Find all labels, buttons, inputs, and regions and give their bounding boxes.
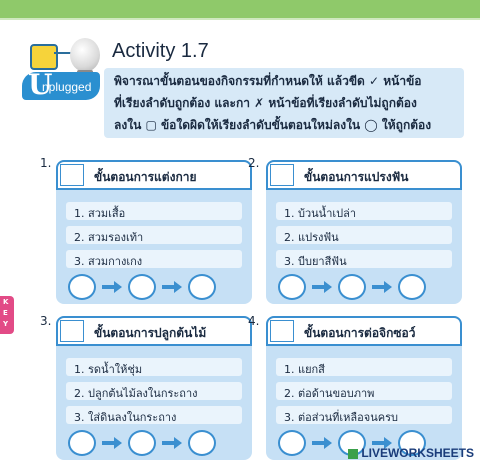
- step-item: [66, 406, 242, 424]
- step-label: 1. บ้วนน้ำเปล่า: [284, 207, 357, 220]
- logo-word: nplugged: [42, 80, 92, 94]
- step-item: [276, 226, 452, 244]
- panel-header: [266, 316, 462, 346]
- panel-title: ขั้นตอนการแปรงฟัน: [304, 170, 409, 184]
- order-circle[interactable]: [188, 274, 216, 300]
- liveworksheets-logo-icon: [348, 449, 358, 459]
- instruction-line: พิจารณาขั้นตอนของกิจกรรมที่กำหนดให้ แล้วขีด ✓ หน้าข้อ: [114, 74, 422, 88]
- right-arrow-icon: [102, 281, 122, 293]
- panel-body: [56, 346, 252, 460]
- panel-header: [56, 160, 252, 190]
- right-arrow-icon: [372, 281, 392, 293]
- top-bar: [0, 0, 480, 18]
- order-circle[interactable]: [398, 274, 426, 300]
- step-item: [276, 358, 452, 376]
- brand-label: LIVEWORKSHEETS: [361, 446, 474, 460]
- key-letter: K: [3, 298, 9, 306]
- key-side-tab: [0, 296, 14, 334]
- step-item: [66, 358, 242, 376]
- panel-title: ขั้นตอนการปลูกต้นไม้: [94, 326, 207, 340]
- key-letter: Y: [3, 320, 9, 328]
- step-item: [276, 406, 452, 424]
- key-letter: E: [3, 309, 8, 317]
- step-label: 3. สวมกางเกง: [74, 255, 143, 268]
- panel-title: ขั้นตอนการแต่งกาย: [94, 170, 197, 184]
- step-label: 3. ต่อส่วนที่เหลือจนครบ: [284, 411, 398, 424]
- order-circle[interactable]: [68, 430, 96, 456]
- right-arrow-icon: [312, 281, 332, 293]
- right-arrow-icon: [102, 437, 122, 449]
- top-bar-divider: [0, 18, 480, 20]
- step-label: 1. แยกสี: [284, 363, 325, 376]
- logo-badge: [22, 68, 100, 101]
- step-item: [66, 382, 242, 400]
- step-item: [66, 202, 242, 220]
- logo-letter: U: [28, 68, 53, 101]
- right-arrow-icon: [162, 281, 182, 293]
- step-label: 1. รดน้ำให้ชุ่ม: [74, 363, 143, 376]
- step-item: [276, 202, 452, 220]
- panel-number: 1.: [40, 156, 52, 170]
- panel-body: [266, 190, 462, 304]
- order-circle[interactable]: [338, 274, 366, 300]
- step-label: 3. บีบยาสีฟัน: [284, 255, 347, 268]
- answer-checkbox[interactable]: [270, 164, 294, 186]
- step-label: 2. สวมรองเท้า: [74, 231, 144, 244]
- panel-header: [56, 316, 252, 346]
- panel-body: [56, 190, 252, 304]
- order-circle[interactable]: [278, 430, 306, 456]
- order-circle[interactable]: [278, 274, 306, 300]
- order-circle[interactable]: [68, 274, 96, 300]
- step-item: [66, 250, 242, 268]
- step-label: 3. ใส่ดินลงในกระถาง: [74, 411, 177, 424]
- step-label: 2. ต่อด้านขอบภาพ: [284, 387, 375, 400]
- step-label: 2. แปรงฟัน: [284, 231, 339, 244]
- activity-panel-2: [266, 160, 462, 304]
- liveworksheets-brand: [348, 446, 474, 460]
- panel-number: 4.: [248, 314, 260, 328]
- instructions-box: [104, 68, 464, 138]
- activity-panel-4: [266, 316, 462, 460]
- activity-panel-3: [56, 316, 252, 460]
- panel-number: 3.: [40, 314, 52, 328]
- right-arrow-icon: [162, 437, 182, 449]
- activity-panel-1: [56, 160, 252, 304]
- step-label: 2. ปลูกต้นไม้ลงในกระถาง: [74, 387, 198, 400]
- order-circle[interactable]: [128, 430, 156, 456]
- right-arrow-icon: [312, 437, 332, 449]
- answer-checkbox[interactable]: [60, 320, 84, 342]
- order-circle[interactable]: [128, 274, 156, 300]
- step-item: [66, 226, 242, 244]
- panel-header: [266, 160, 462, 190]
- instruction-line: ที่เรียงลำดับถูกต้อง และกา ✗ หน้าข้อที่เรียงลำดับไม่ถูกต้อง: [114, 96, 417, 110]
- unplugged-logo: [22, 38, 104, 102]
- step-label: 1. สวมเสื้อ: [74, 207, 126, 220]
- panel-body: [266, 346, 462, 460]
- instruction-line: ลงใน ▢ ข้อใดผิดให้เรียงลำดับขั้นตอนใหม่ลงใน ◯ ให้ถูกต้อง: [114, 118, 432, 132]
- plug-icon: [30, 44, 58, 70]
- lightbulb-icon: [70, 38, 100, 72]
- answer-checkbox[interactable]: [60, 164, 84, 186]
- activity-title: Activity 1.7: [112, 40, 209, 62]
- order-circle[interactable]: [188, 430, 216, 456]
- panel-title: ขั้นตอนการต่อจิกซอว์: [304, 326, 416, 340]
- answer-checkbox[interactable]: [270, 320, 294, 342]
- step-item: [276, 250, 452, 268]
- step-item: [276, 382, 452, 400]
- panel-number: 2.: [248, 156, 260, 170]
